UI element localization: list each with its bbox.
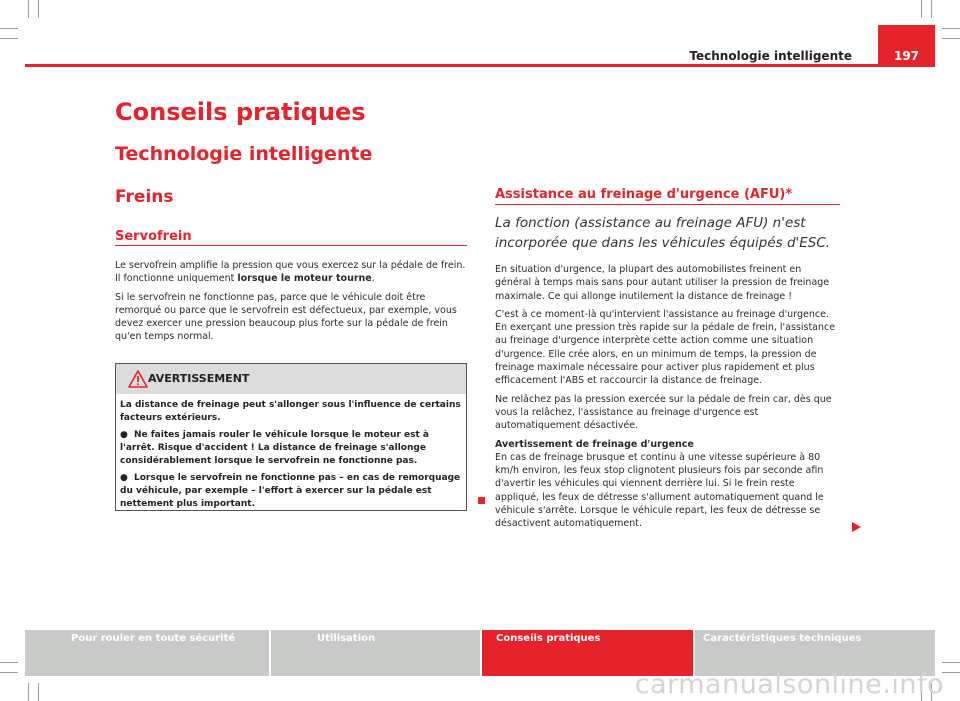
tab-pour-rouler[interactable]: Pour rouler en toute sécurité <box>25 630 269 676</box>
afu-paragraph-2: C'est à ce moment-là qu'intervient l'assistance au freinage d'urgence. En exerçant une pression très rapide sur la pédale de frein, l'assistance au freinage d'urgence interprète cette action comme une situation d'urgence. Elle crée alors, en un minimum de temps, la pression de freinage maximale nécessaire pour activer plus rapidement et plus efficacement l'ABS et raccourcir la distance de freinage. <box>495 308 836 387</box>
afu-rule <box>495 204 840 205</box>
crop-mark <box>942 672 960 673</box>
crop-mark <box>38 683 39 701</box>
warning-bullet-text: Ne faites jamais rouler le véhicule lorsque le moteur est à l'arrêt. Risque d'accident ! La distance de freinage s'allonge considérablement lorsque le servofrein ne fonctionne pas. <box>120 430 429 466</box>
tab-caracteristiques[interactable]: Caractéristiques techniques <box>695 630 935 676</box>
crop-mark <box>0 662 18 663</box>
afu-paragraph-3: Ne relâchez pas la pression exercée sur la pédale de frein car, dès que vous la relâchez, l'assistance au freinage d'urgence est automatiquement désactivée. <box>495 393 832 432</box>
crop-mark <box>931 0 932 18</box>
page-number: 197 <box>893 49 920 63</box>
bullet-icon: ● <box>120 473 128 483</box>
afu-heading: Assistance au freinage d'urgence (AFU)* <box>495 187 793 202</box>
afu-subheading: Avertissement de freinage d'urgence <box>495 438 694 450</box>
warning-bullet-item <box>120 472 462 511</box>
text-span: . <box>371 273 375 285</box>
running-header-title: Technologie intelligente <box>689 49 852 63</box>
afu-paragraph-4: En cas de freinage brusque et continu à une vitesse supérieure à 80 km/h environ, les feux stop clignotent plusieurs fois par seconde afin d'avertir les véhicules qui viennent derrière lui. Si le frein reste appliqué, les feux de détresse s'allument automatiquement quand le véhicule s'arrête. Lorsque le véhicule repart, les feux de détresse se désactivent automatiquement. <box>495 451 824 530</box>
warning-text: La distance de freinage peut s'allonger sous l'influence de certains facteurs extérieurs. <box>120 400 461 423</box>
servofrein-paragraph-2: Si le servofrein ne fonctionne pas, parce que le véhicule doit être remorqué ou parce que le servofrein est défectueux, par exemple, vous devez exercer une pression beaucoup plus forte sur la pédale de frein qu'en temps normal. <box>115 291 457 343</box>
bullet-icon: ● <box>120 430 128 440</box>
warning-bullet-item <box>120 429 462 468</box>
crop-mark <box>28 683 29 701</box>
crop-mark <box>0 38 18 39</box>
subsection-title: Freins <box>115 187 174 207</box>
right-column <box>495 263 840 536</box>
crop-mark <box>0 672 18 673</box>
left-column <box>115 259 467 349</box>
crop-mark <box>0 28 18 29</box>
warning-body <box>116 394 466 511</box>
afu-paragraph-1: En situation d'urgence, la plupart des automobilistes freinent en général à temps mais sans pour autant utiliser la pression de freinage maximale. Ce qui allonge inutilement la distance de freinage ! <box>495 264 830 302</box>
crop-mark <box>942 38 960 39</box>
emphasis-text: lorsque le moteur tourne <box>237 273 372 285</box>
warning-header <box>116 364 466 394</box>
tab-conseils-pratiques[interactable]: Conseils pratiques <box>482 630 693 676</box>
topic-title: Servofrein <box>115 229 192 244</box>
chapter-title: Conseils pratiques <box>115 98 366 126</box>
text-span: Le servofrein amplifie la pression que vous exercez sur la pédale de frein. Il fonctionne uniquement <box>115 260 466 285</box>
servofrein-paragraph-1 <box>115 259 467 286</box>
crop-mark <box>942 28 960 29</box>
warning-bullet-text: Lorsque le servofrein ne fonctionne pas – en cas de remorquage du véhicule, par exemple – l'effort à exercer sur la pédale est nettement plus important. <box>120 473 461 509</box>
watermark: carmanualsonline.info <box>634 669 944 700</box>
topic-rule <box>115 245 467 246</box>
afu-intro: La fonction (assistance au freinage AFU) n'est incorporée que dans les véhicules équipés d'ESC. <box>495 215 831 251</box>
crop-mark <box>38 0 39 18</box>
continue-arrow-icon <box>852 522 861 532</box>
crop-mark <box>921 0 922 18</box>
warning-title: AVERTISSEMENT <box>148 372 250 385</box>
page-number-box <box>878 25 935 67</box>
crop-mark <box>28 0 29 18</box>
section-title: Technologie intelligente <box>115 143 373 165</box>
header-rule <box>25 64 878 67</box>
tab-utilisation[interactable]: Utilisation <box>271 630 480 676</box>
warning-box <box>115 363 467 511</box>
section-end-marker-icon <box>478 497 485 504</box>
warning-triangle-icon <box>128 370 148 388</box>
crop-mark <box>942 662 960 663</box>
